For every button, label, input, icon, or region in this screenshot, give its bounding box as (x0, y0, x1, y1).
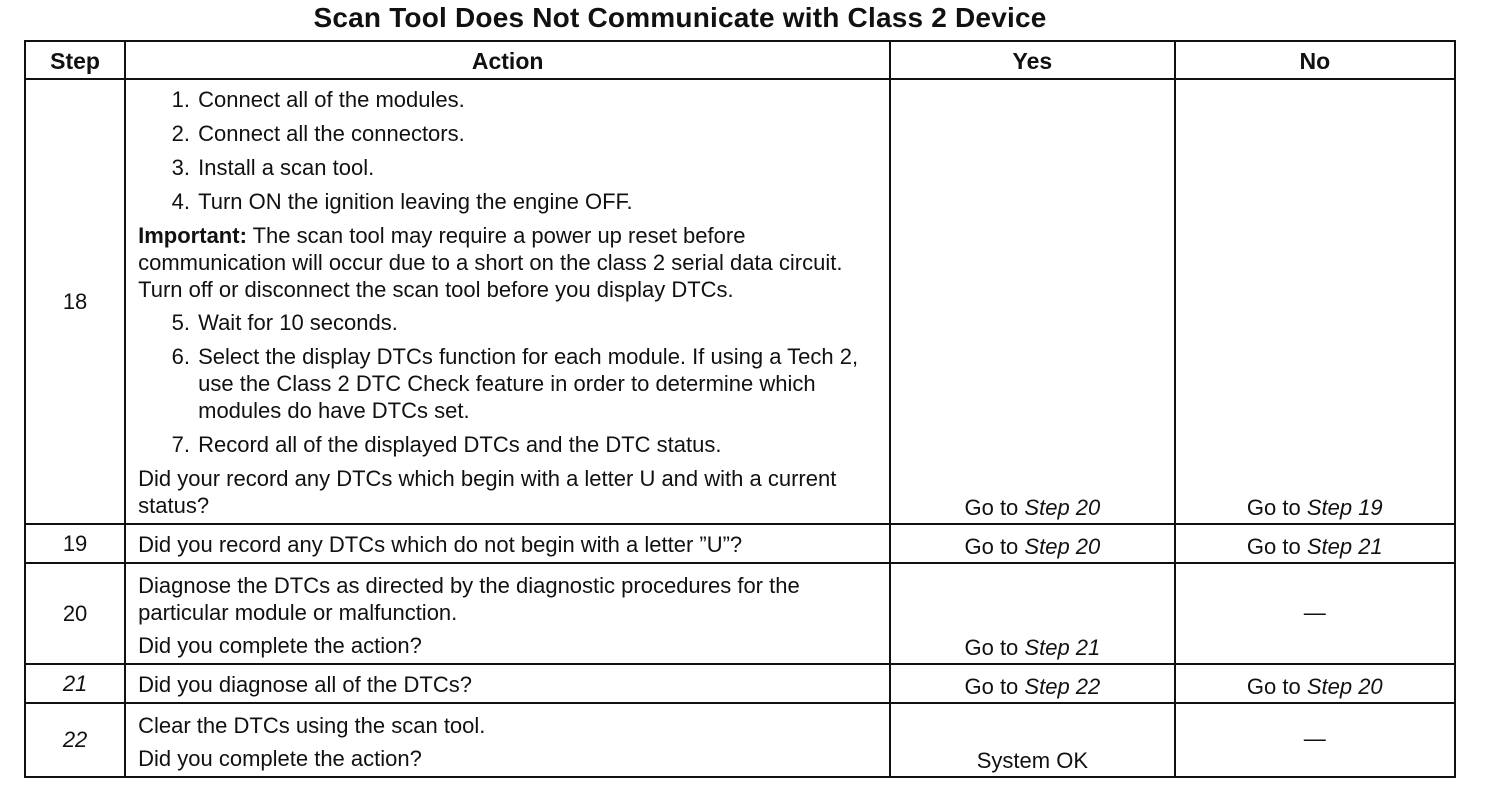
yes-cell (890, 524, 1174, 563)
no-cell (1175, 524, 1455, 563)
list-item: 5. Wait for 10 seconds. (196, 309, 875, 336)
yes-prefix: Go to (964, 674, 1019, 699)
step-number: 20 (25, 563, 125, 664)
no-step-link[interactable]: Step 21 (1306, 534, 1383, 559)
yes-result: System OK (976, 748, 1088, 773)
no-dash: — (1303, 726, 1326, 751)
question-text: Did you record any DTCs which do not begin with a letter ”U”? (138, 532, 743, 557)
action-cell (125, 79, 890, 524)
procedure-list-b (138, 309, 875, 458)
yes-cell (890, 664, 1174, 703)
no-step-link[interactable]: Step 20 (1306, 674, 1383, 699)
table-row-step-22 (25, 703, 1455, 777)
yes-prefix: Go to (964, 534, 1019, 559)
no-cell (1175, 563, 1455, 664)
list-item: 1. Connect all of the modules. (196, 86, 875, 113)
important-note (138, 222, 875, 303)
no-cell (1175, 664, 1455, 703)
important-label: Important: (138, 223, 247, 248)
no-prefix: Go to (1246, 534, 1301, 559)
table-row-step-20 (25, 563, 1455, 664)
no-cell (1175, 79, 1455, 524)
yes-cell (890, 79, 1174, 524)
yes-step-link[interactable]: Step 20 (1024, 534, 1101, 559)
question-text: Did your record any DTCs which begin with a letter U and with a current status? (138, 466, 837, 518)
no-prefix: Go to (1246, 674, 1301, 699)
yes-step-link[interactable]: Step 22 (1024, 674, 1101, 699)
question-text: Did you complete the action? (138, 633, 422, 658)
no-dash: — (1303, 599, 1326, 625)
action-text: Diagnose the DTCs as directed by the diagnostic procedures for the particular module or malfunction. (138, 573, 800, 625)
table-row-step-18 (25, 79, 1455, 524)
action-cell (125, 703, 890, 777)
procedure-list-a (138, 86, 875, 215)
header-no: No (1175, 41, 1455, 79)
action-text: Clear the DTCs using the scan tool. (138, 713, 486, 738)
yes-cell (890, 703, 1174, 777)
list-item: 7. Record all of the displayed DTCs and the DTC status. (196, 431, 875, 458)
table-row-step-19 (25, 524, 1455, 563)
action-cell (125, 563, 890, 664)
yes-prefix: Go to (964, 635, 1019, 660)
diagnostic-table (24, 40, 1456, 778)
step-number: 18 (25, 79, 125, 524)
header-yes: Yes (890, 41, 1174, 79)
yes-prefix: Go to (964, 495, 1019, 520)
header-action: Action (125, 41, 890, 79)
yes-step-link[interactable]: Step 21 (1024, 635, 1101, 660)
question-text: Did you complete the action? (138, 746, 422, 771)
header-row (25, 41, 1455, 79)
list-item: 2. Connect all the connectors. (196, 120, 875, 147)
yes-cell (890, 563, 1174, 664)
no-cell (1175, 703, 1455, 777)
yes-step-link[interactable]: Step 20 (1024, 495, 1101, 520)
page-title: Scan Tool Does Not Communicate with Class 2 Device (313, 2, 1047, 33)
action-cell (125, 524, 890, 563)
list-item: 3. Install a scan tool. (196, 154, 875, 181)
table-row-step-21 (25, 664, 1455, 703)
no-step-link[interactable]: Step 19 (1306, 495, 1383, 520)
list-item: 4. Turn ON the ignition leaving the engine OFF. (196, 188, 875, 215)
list-item: 6. Select the display DTCs function for each module. If using a Tech 2, use the Class 2 DTC Check feature in order to determine which modules do have DTCs set. (196, 343, 875, 424)
header-step: Step (25, 41, 125, 79)
action-cell (125, 664, 890, 703)
step-number: 21 (25, 664, 125, 703)
no-prefix: Go to (1246, 495, 1301, 520)
step-number: 22 (25, 703, 125, 777)
step-number: 19 (25, 524, 125, 563)
important-text: The scan tool may require a power up reset before communication will occur due to a short on the class 2 serial data circuit. Turn off or disconnect the scan tool before you display DTCs. (138, 223, 843, 302)
question-text: Did you diagnose all of the DTCs? (138, 672, 472, 697)
